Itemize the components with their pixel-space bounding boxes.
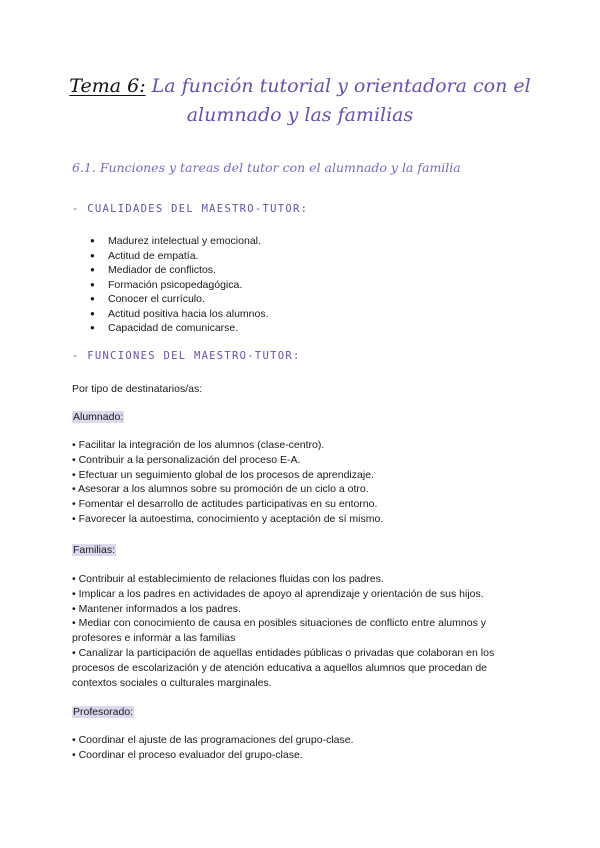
group-label-profesorado	[72, 705, 522, 720]
profesorado-list	[72, 733, 522, 763]
list-item: • Contribuir a la personalización del proceso E-A.	[72, 453, 301, 466]
highlighted-label: Familias:	[73, 544, 116, 556]
list-item: • Fomentar el desarrollo de actitudes participativas en su entorno.	[72, 498, 378, 511]
list-item: • Facilitar la integración de los alumnos (clase-centro).	[72, 439, 325, 451]
list-item: • Favorecer la autoestima, conocimiento y aceptación de sí mismo.	[72, 512, 384, 525]
list-item: • Asesorar a los alumnos sobre su promoción de un ciclo a otro.	[72, 483, 369, 496]
list-item: ● Conocer el currículo.	[90, 292, 269, 307]
list-item: • Efectuar un seguimiento global de los procesos de aprendizaje.	[72, 468, 374, 481]
qualities-heading: - CUALIDADES DEL MAESTRO-TUTOR:	[72, 203, 309, 215]
highlighted-label: Alumnado:	[73, 411, 124, 423]
group-label-familias	[72, 543, 522, 558]
list-item: ● Madurez intelectual y emocional.	[90, 234, 269, 249]
page-title	[40, 72, 560, 130]
list-item: ● Capacidad de comunicarse.	[90, 321, 269, 336]
functions-heading: - FUNCIONES DEL MAESTRO-TUTOR:	[72, 350, 301, 362]
title-lead: Tema 6:	[69, 75, 146, 97]
list-item: • Coordinar el proceso evaluador del grupo-clase.	[72, 748, 303, 761]
title-rest: La función tutorial y orientadora con el alumnado y las familias	[145, 75, 531, 126]
list-item: • Implicar a los padres en actividades de apoyo al aprendizaje y orientación de sus hijos.	[72, 587, 484, 600]
list-item: ● Mediador de conflictos.	[90, 263, 269, 278]
alumnado-list	[72, 438, 522, 527]
list-item: ● Formación psicopedagógica.	[90, 278, 269, 293]
list-item: • Contribuir al establecimiento de relaciones fluidas con los padres.	[72, 573, 384, 585]
list-item: • Coordinar el ajuste de las programaciones del grupo-clase.	[72, 734, 354, 746]
section-subtitle: 6.1. Funciones y tareas del tutor con el alumnado y la familia	[72, 160, 461, 175]
list-item: • Canalizar la participación de aquellas entidades públicas o privadas que colaboran en los procesos de escolarización y de atención educativa a aquellos alumnos que procedan de contextos sociales o culturales marginales.	[72, 646, 495, 689]
list-item: • Mantener informados a los padres.	[72, 602, 241, 615]
list-item: ● Actitud de empatía.	[90, 249, 269, 264]
qualities-list	[90, 234, 269, 336]
list-item: • Mediar con conocimiento de causa en posibles situaciones de conflicto entre alumnos y profesores e informar a las familias	[72, 617, 486, 645]
recipients-intro: Por tipo de destinatarios/as:	[72, 383, 203, 395]
group-label-alumnado	[72, 410, 522, 425]
highlighted-label: Profesorado:	[73, 706, 134, 718]
list-item: ● Actitud positiva hacia los alumnos.	[90, 307, 269, 322]
familias-list	[72, 572, 522, 690]
